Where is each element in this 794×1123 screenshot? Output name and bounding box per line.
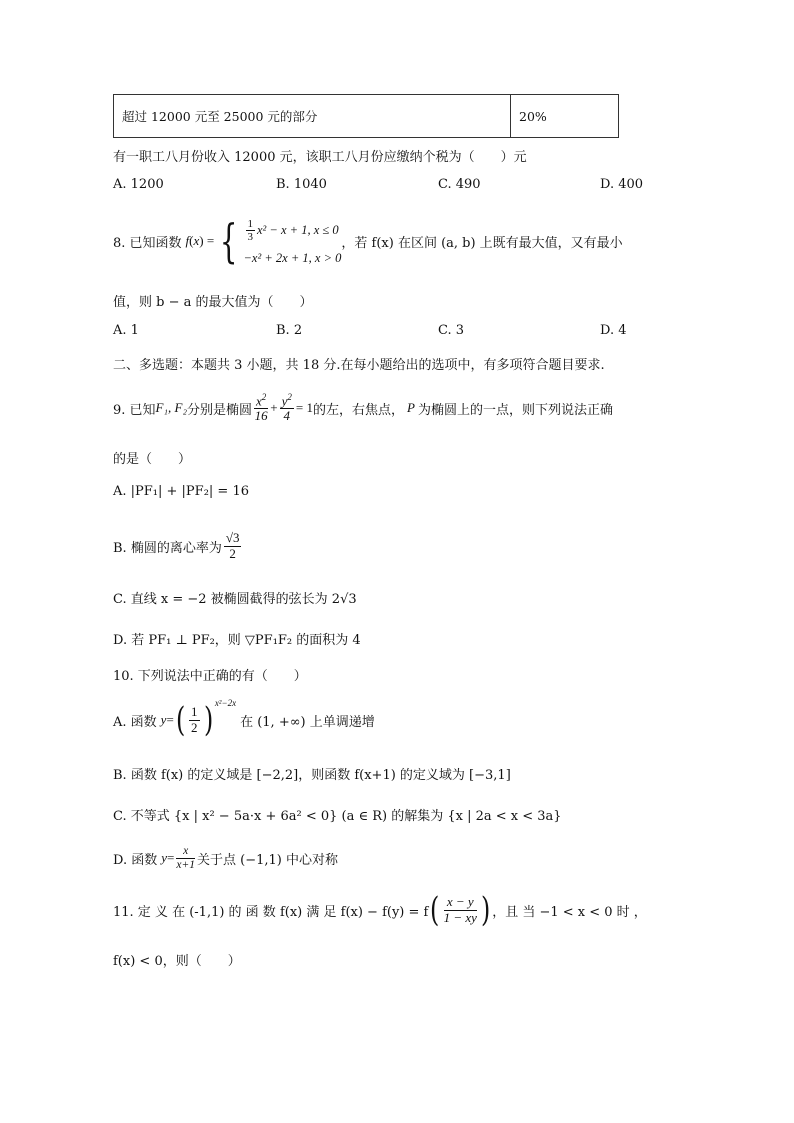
q8-option-a: A. 1 [113, 323, 139, 338]
q9-prefix: 9. 已知 [113, 402, 156, 418]
q9-foci: F₁, F₂ [155, 400, 187, 415]
q9-option-b-prefix: B. 椭圆的离心率为 [113, 540, 222, 556]
q10-option-a: A. 函数 y = ( $\frac{1}{2}$ ) x²−2x 在 (1, +∞) 上单调递增 [113, 698, 375, 740]
q8-stem: 8. 已知函数 f ( x ) = { $\frac{1}{3}$ x² − x + 1, x ≤ 0 −x² + 2x + 1, x > 0 ，若 f(x) 在区间 (a, b) 上既有最大值，又有最小 [113, 214, 623, 268]
q8-option-c: C. 3 [438, 323, 465, 338]
q7-option-a: A. 1200 [113, 177, 164, 192]
q9-option-c: C. 直线 x = −2 被椭圆截得的弦长为 2√3 [113, 592, 357, 607]
q9-suffix: 的左，右焦点， [312, 402, 404, 418]
q7-option-c: C. 490 [438, 177, 481, 192]
q10-stem: 10. 下列说法中正确的有（ ） [113, 669, 307, 684]
ellipse-x-term: $\frac{x^2}{16}$ [254, 391, 268, 424]
q7-option-b: B. 1040 [276, 177, 327, 192]
eccentricity-fraction: $\frac{√3}{2}$ [225, 530, 240, 561]
q11-frac-num: x − y [444, 895, 477, 910]
q11-suffix: ，且 当 −1 < x < 0 时 ， [492, 904, 647, 920]
q8-option-b: B. 2 [276, 323, 303, 338]
q9-point-p: P [407, 400, 415, 415]
tax-rate-table [113, 94, 619, 138]
piecewise-cases: $\frac{1}{3}$ x² − x + 1, x ≤ 0 −x² + 2x + 1, x > 0 [244, 213, 342, 269]
q8-case2: −x² + 2x + 1, x > 0 [243, 251, 342, 265]
q11-frac-den: 1 − xy [443, 909, 477, 925]
piecewise-brace: { [220, 214, 238, 268]
q9-suffix2: 为椭圆上的一点，则下列说法正确 [417, 402, 613, 418]
q10-option-c: C. 不等式 {x | x² − 5a·x + 6a² < 0} (a ∈ R) 的解集为 {x | 2a < x < 3a} [113, 809, 562, 824]
q10-option-d: D. 函数 y = $\frac{x}{x+1}$ 关于点 (−1,1) 中心对称 [113, 844, 338, 871]
table-row [114, 95, 619, 138]
q8-suffix: ，若 f(x) 在区间 (a, b) 上既有最大值，又有最小 [341, 235, 623, 251]
q10-option-d-suffix: 关于点 (−1,1) 中心对称 [196, 852, 338, 868]
q8-line2: 值，则 b − a 的最大值为（ ） [113, 295, 313, 310]
q8-fx: f [185, 233, 190, 248]
q9-stem: 9. 已知 F₁, F₂ 分别是椭圆 $\frac{x^2}{16}$ + $\frac{y^2}{4}$ = 1 的左，右焦点， P 为椭圆上的一点，则下列说法正确 [113, 391, 613, 424]
q11-line2: f(x) < 0，则（ ） [113, 954, 241, 969]
q9-eq-rhs: = 1 [295, 400, 313, 415]
section-heading: 二、多选题：本题共 3 小题，共 18 分.在每小题给出的选项中，有多项符合题目要求. [113, 358, 605, 373]
q10-option-d-fraction: $\frac{x}{x+1}$ [176, 844, 195, 871]
q10-option-a-prefix: A. 函数 [113, 714, 157, 730]
q7-option-d: D. 400 [600, 177, 644, 192]
q9-mid: 分别是椭圆 [186, 402, 252, 418]
q9-option-b [113, 524, 243, 568]
q10-option-a-suffix: 在 (1, +∞) 上单调递增 [240, 714, 375, 730]
table-cell-range: 超过 12000 元至 25000 元的部分 [114, 95, 511, 138]
ellipse-y-term: $\frac{y^2}{4}$ [281, 391, 292, 424]
q9-line2: 的是（ ） [113, 452, 192, 467]
q9-option-d: D. 若 PF₁ ⊥ PF₂，则 ▽PF₁F₂ 的面积为 4 [113, 633, 361, 648]
q10-option-d-prefix: D. 函数 [113, 852, 158, 868]
q8-option-d: D. 4 [600, 323, 627, 338]
q11-fraction [444, 895, 477, 925]
q10-option-a-exponent: x²−2x [214, 698, 237, 708]
q8-prefix: 8. 已知函数 [113, 235, 182, 251]
q9-option-a: A. |PF₁| + |PF₂| = 16 [113, 484, 249, 499]
q11-stem: 11. 定 义 在 (-1,1) 的 函 数 f(x) 满 足 f(x) − f(y) = f ( $\frac{x - y}{1 - xy}$ ) ，且 当 −1 < x < 0 时 ， [113, 890, 647, 930]
q10-option-b: B. 函数 f(x) 的定义域是 [−2,2]，则函数 f(x+1) 的定义域为 [−3,1] [113, 768, 511, 783]
q8-case1: x² − x + 1, x ≤ 0 [257, 223, 339, 237]
q7-stem: 有一职工八月份收入 12000 元，该职工八月份应缴纳个税为（ ）元 [113, 150, 527, 165]
table-cell-rate: 20% [511, 95, 619, 138]
q11-prefix: 11. 定 义 在 (-1,1) 的 函 数 f(x) 满 足 f(x) − f(y) = f [113, 904, 429, 920]
